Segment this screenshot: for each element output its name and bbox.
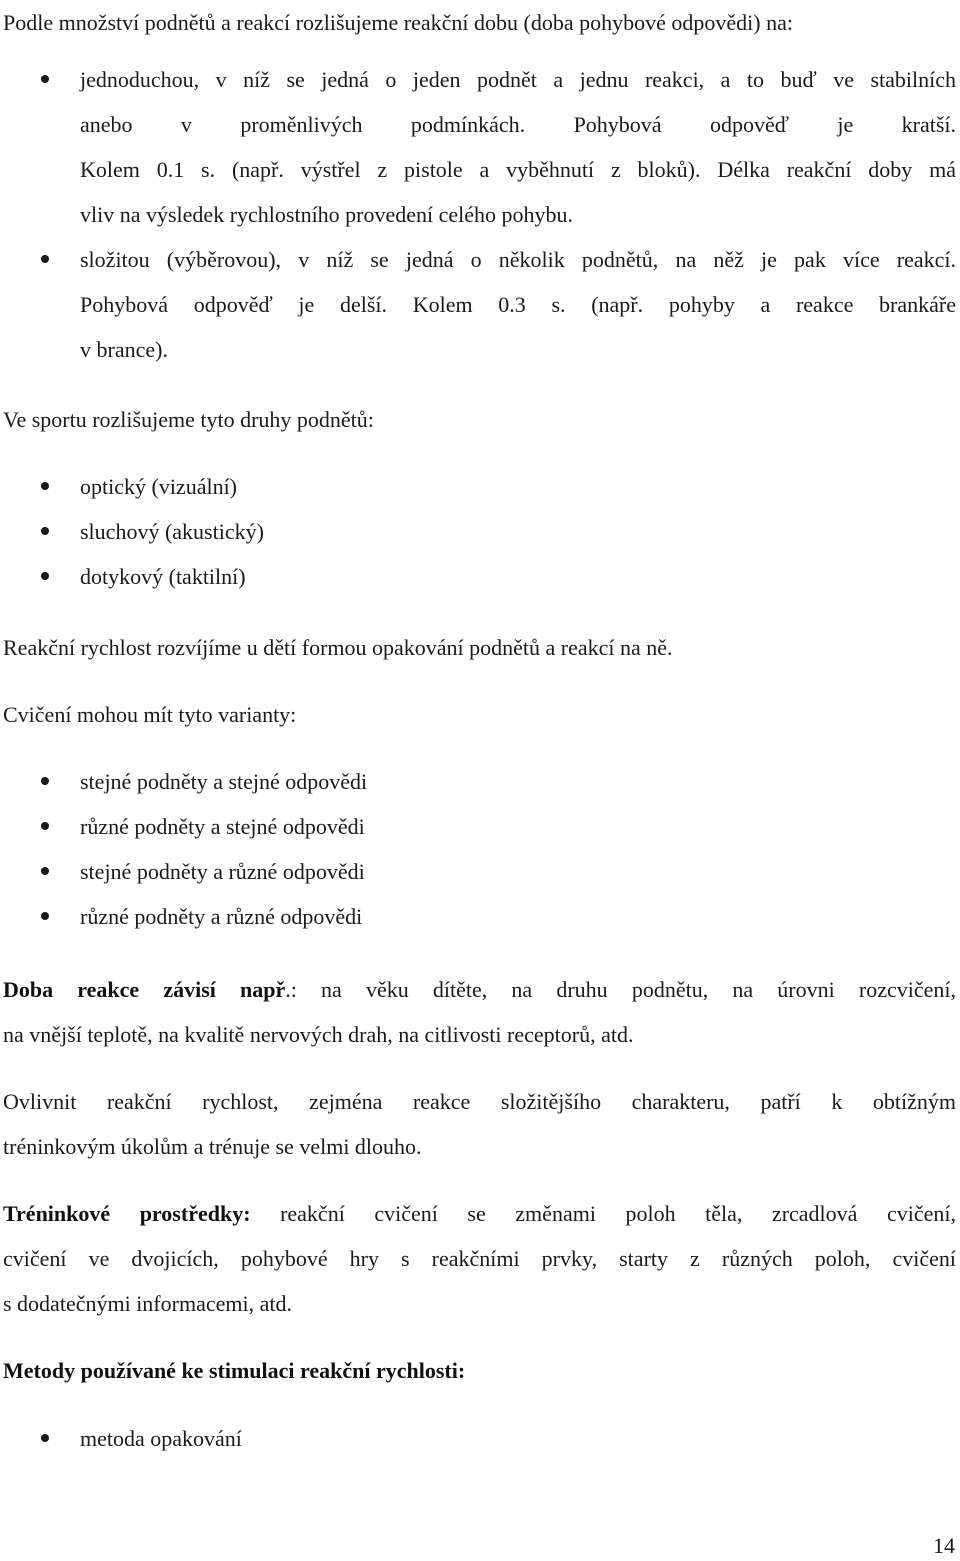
depends-paragraph: Doba reakce závisí např.: na věku dítěte, na druhu podnětu, na úrovni rozcvičení, na vnější teplotě, na kvalitě nervových drah, na citlivosti receptorů, atd. (3, 977, 956, 1047)
list-item: stejné podněty a různé odpovědi (3, 849, 956, 894)
bullet-icon (41, 822, 49, 830)
variants-intro: Cvičení mohou mít tyto varianty: (3, 702, 297, 727)
methods-list (3, 1416, 956, 1461)
bullet-icon (41, 1434, 49, 1442)
list-item: jednoduchou, v níž se jedná o jeden podnět a jednu reakci, a to buď ve stabilních anebo v proměnlivých podmínkách. Pohybová odpověď je kratší. Kolem 0.1 s. (např. výstřel z pistole a vyběhnutí z bloků). Délka reakční doby má vliv na výsledek rychlostního provedení celého pohybu. (3, 57, 956, 237)
bullet-icon (41, 482, 49, 490)
depends-bold: Doba reakce závisí např (3, 977, 286, 1002)
bullet-icon (41, 255, 49, 263)
training-means-bold: Tréninkové prostředky: (3, 1201, 251, 1226)
list-item: různé podněty a stejné odpovědi (3, 804, 956, 849)
list-item: sluchový (akustický) (3, 509, 956, 554)
bullet-icon (41, 867, 49, 875)
bullet-icon (41, 912, 49, 920)
list-item: dotykový (taktilní) (3, 554, 956, 599)
bullet-icon (41, 572, 49, 580)
bullet-icon (41, 75, 49, 83)
influence-paragraph: Ovlivnit reakční rychlost, zejména reakce složitějšího charakteru, patří k obtížným tréninkovým úkolům a trénuje se velmi dlouho. (3, 1089, 956, 1159)
page-number: 14 (933, 1533, 955, 1558)
development-paragraph: Reakční rychlost rozvíjíme u dětí formou opakování podnětů a reakcí na ně. (3, 635, 673, 660)
list-item: stejné podněty a stejné odpovědi (3, 759, 956, 804)
bullet-icon (41, 527, 49, 535)
list-item: optický (vizuální) (3, 464, 956, 509)
variants-list (3, 759, 956, 939)
methods-heading: Metody používané ke stimulaci reakční rychlosti: (3, 1358, 466, 1383)
stimuli-list (3, 464, 956, 599)
reaction-types-list (3, 57, 956, 372)
training-means-paragraph: Tréninkové prostředky: reakční cvičení se změnami poloh těla, zrcadlová cvičení, cvičení ve dvojicích, pohybové hry s reakčními prvky, starty z různých poloh, cvičení s dodatečnými informacemi, atd. (3, 1201, 956, 1316)
list-item: složitou (výběrovou), v níž se jedná o několik podnětů, na něž je pak více reakcí. Pohybová odpověď je delší. Kolem 0.3 s. (např. pohyby a reakce brankáře v brance). (3, 237, 956, 372)
intro-paragraph: Podle množství podnětů a reakcí rozlišujeme reakční dobu (doba pohybové odpovědi) na: (3, 10, 793, 35)
stimuli-intro: Ve sportu rozlišujeme tyto druhy podnětů: (3, 407, 374, 432)
bullet-icon (41, 777, 49, 785)
list-item: různé podněty a různé odpovědi (3, 894, 956, 939)
list-item: metoda opakování (3, 1416, 956, 1461)
